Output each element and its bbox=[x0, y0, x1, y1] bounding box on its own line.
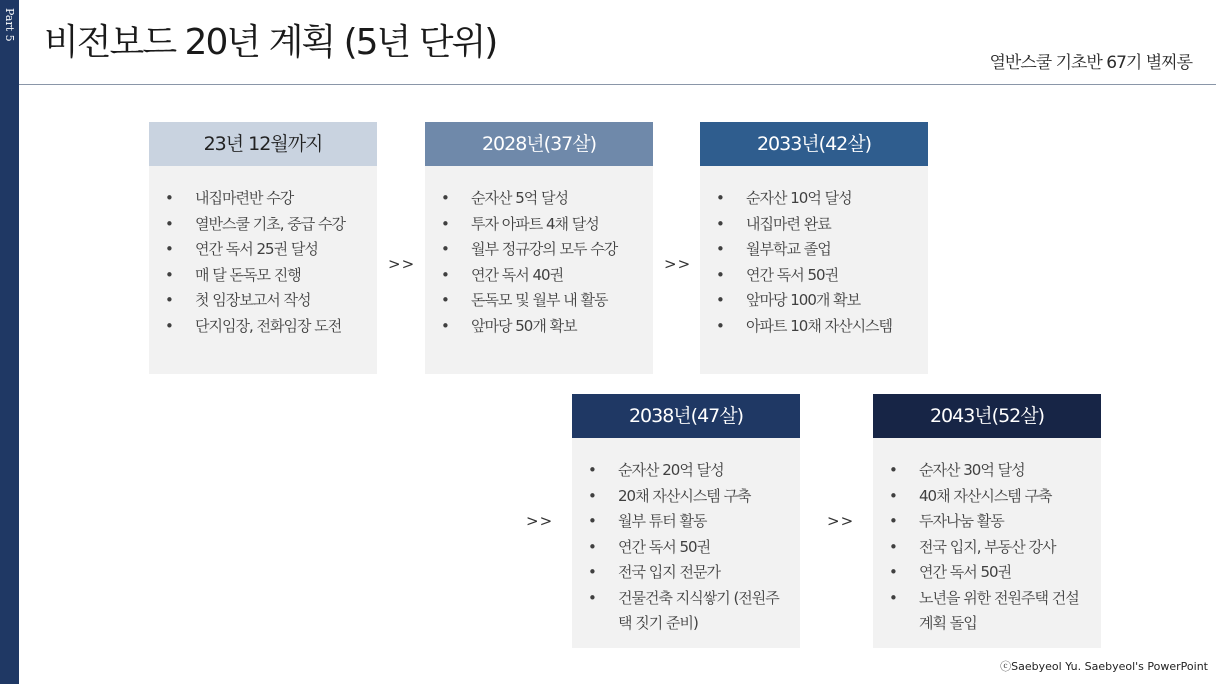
card-item-list bbox=[149, 166, 377, 339]
bullet-icon: • bbox=[588, 537, 596, 556]
list-item: • 전국 입지, 부동산 강사 bbox=[889, 535, 1091, 561]
bullet-icon: • bbox=[588, 461, 596, 479]
bullet-icon: • bbox=[441, 316, 449, 335]
list-item: • 열반스쿨 기초, 중급 수강 bbox=[165, 212, 367, 238]
list-item: • 단지임장, 전화임장 도전 bbox=[165, 314, 367, 340]
plan-card-5 bbox=[873, 394, 1101, 648]
bullet-icon: • bbox=[716, 316, 724, 335]
bullet-icon: • bbox=[588, 486, 596, 505]
card-item-list bbox=[572, 438, 800, 637]
list-item: • 연간 독서 50권 bbox=[588, 535, 790, 561]
list-item: • 월부 정규강의 모두 수강 bbox=[441, 237, 643, 263]
arrow-2: >> bbox=[664, 255, 692, 273]
bullet-icon: • bbox=[889, 512, 897, 530]
bullet-icon: • bbox=[165, 240, 173, 258]
plan-card-2 bbox=[425, 122, 653, 374]
list-item: • 연간 독서 40권 bbox=[441, 263, 643, 289]
list-item: • 투자 아파트 4채 달성 bbox=[441, 212, 643, 238]
list-item: • 아파트 10채 자산시스템 bbox=[716, 314, 918, 340]
bullet-icon: • bbox=[716, 214, 724, 233]
list-item: • 노년을 위한 전원주택 건설계획 돌입 bbox=[889, 586, 1091, 637]
bullet-icon: • bbox=[165, 316, 173, 335]
plan-card-1 bbox=[149, 122, 377, 374]
bullet-icon: • bbox=[588, 563, 596, 581]
plan-card-4 bbox=[572, 394, 800, 648]
card-item-list bbox=[700, 166, 928, 339]
list-item: • 20채 자산시스템 구축 bbox=[588, 484, 790, 510]
card-heading: 2028년(37살) bbox=[425, 122, 653, 166]
bullet-icon: • bbox=[165, 265, 173, 284]
bullet-icon: • bbox=[716, 291, 724, 309]
plan-card-3 bbox=[700, 122, 928, 374]
list-item: • 건물건축 지식쌓기 (전원주택 짓기 준비) bbox=[588, 586, 790, 637]
list-item: • 내집마련반 수강 bbox=[165, 186, 367, 212]
bullet-icon: • bbox=[889, 486, 897, 505]
list-item: • 첫 임장보고서 작성 bbox=[165, 288, 367, 314]
list-item: • 연간 독서 50권 bbox=[716, 263, 918, 289]
card-heading: 2033년(42살) bbox=[700, 122, 928, 166]
bullet-icon: • bbox=[716, 189, 724, 207]
bullet-icon: • bbox=[889, 563, 897, 581]
bullet-icon: • bbox=[441, 189, 449, 207]
list-item: • 월부 튜터 활동 bbox=[588, 509, 790, 535]
list-item: • 연간 독서 50권 bbox=[889, 560, 1091, 586]
card-heading: 2038년(47살) bbox=[572, 394, 800, 438]
bullet-icon: • bbox=[165, 291, 173, 309]
bullet-icon: • bbox=[588, 588, 596, 607]
bullet-icon: • bbox=[889, 588, 897, 607]
list-item: • 내집마련 완료 bbox=[716, 212, 918, 238]
copyright-notice: ⓒSaebyeol Yu. Saebyeol's PowerPoint bbox=[1000, 660, 1208, 673]
bullet-icon: • bbox=[441, 291, 449, 309]
page-subtitle: 열반스쿨 기초반 67기 별찌롱 bbox=[989, 53, 1192, 73]
page-title: 비전보드 20년 계획 (5년 단위) bbox=[44, 22, 497, 63]
bullet-icon: • bbox=[889, 461, 897, 479]
list-item: • 앞마당 50개 확보 bbox=[441, 314, 643, 340]
bullet-icon: • bbox=[165, 214, 173, 233]
list-item: • 순자산 10억 달성 bbox=[716, 186, 918, 212]
arrow-3: >> bbox=[526, 512, 554, 530]
part-label: Part 5 bbox=[3, 8, 16, 42]
bullet-icon: • bbox=[441, 265, 449, 284]
card-heading: 2043년(52살) bbox=[873, 394, 1101, 438]
list-item: • 순자산 5억 달성 bbox=[441, 186, 643, 212]
arrow-1: >> bbox=[388, 255, 416, 273]
bullet-icon: • bbox=[588, 512, 596, 530]
arrow-4: >> bbox=[827, 512, 855, 530]
bullet-icon: • bbox=[165, 189, 173, 207]
list-item: • 전국 입지 전문가 bbox=[588, 560, 790, 586]
list-item: • 두자나눔 활동 bbox=[889, 509, 1091, 535]
bullet-icon: • bbox=[716, 240, 724, 258]
bullet-icon: • bbox=[716, 265, 724, 284]
side-bar bbox=[0, 0, 19, 684]
bullet-icon: • bbox=[441, 240, 449, 258]
list-item: • 순자산 30억 달성 bbox=[889, 458, 1091, 484]
bullet-icon: • bbox=[889, 537, 897, 556]
list-item: • 월부학교 졸업 bbox=[716, 237, 918, 263]
list-item: • 40채 자산시스템 구축 bbox=[889, 484, 1091, 510]
card-heading: 23년 12월까지 bbox=[149, 122, 377, 166]
card-item-list bbox=[873, 438, 1101, 637]
header-divider bbox=[19, 84, 1216, 85]
list-item: • 앞마당 100개 확보 bbox=[716, 288, 918, 314]
list-item: • 매 달 돈독모 진행 bbox=[165, 263, 367, 289]
list-item: • 돈독모 및 월부 내 활동 bbox=[441, 288, 643, 314]
bullet-icon: • bbox=[441, 214, 449, 233]
card-item-list bbox=[425, 166, 653, 339]
list-item: • 연간 독서 25권 달성 bbox=[165, 237, 367, 263]
list-item: • 순자산 20억 달성 bbox=[588, 458, 790, 484]
